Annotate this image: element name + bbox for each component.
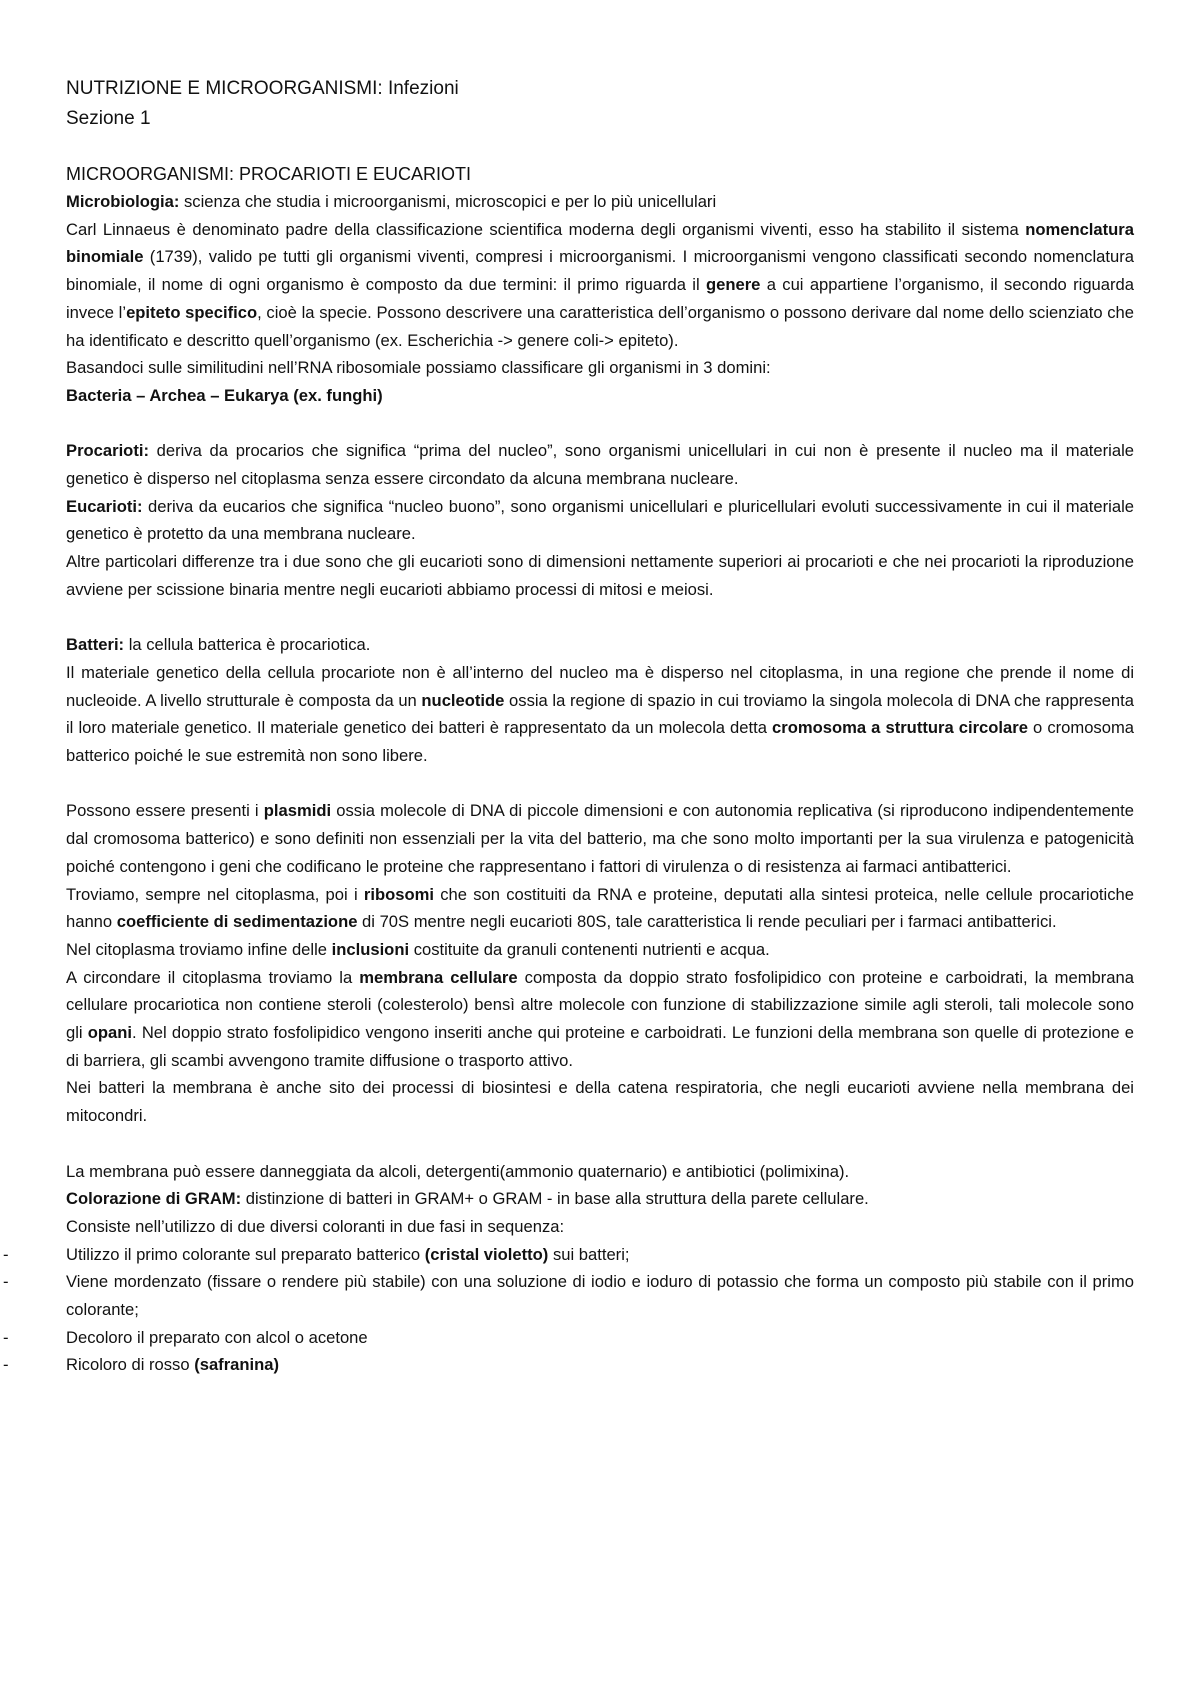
text-span: Decoloro il preparato con alcol o acetone	[66, 1327, 368, 1347]
text-span: A circondare il citoplasma troviamo la	[66, 967, 360, 987]
paragraph-biosintesi: Nei batteri la membrana è anche sito dei processi di biosintesi e della catena respiratoria, che negli eucarioti avviene nella membrana dei mitocondri.	[66, 1078, 1134, 1126]
text-span: Nel citoplasma troviamo infine delle	[66, 939, 332, 959]
text-span: Troviamo, sempre nel citoplasma, poi i	[66, 884, 364, 904]
bold-term: Colorazione di GRAM:	[66, 1189, 242, 1209]
text-span: deriva da procarios che significa “prima del nucleo”, sono organismi unicellulari in cui non è presente il nucleo ma il materiale genetico è disperso nel citoplasma senza essere circondato da alcuna membrana nucleare.	[66, 441, 1134, 489]
paragraph-materiale-genetico	[66, 659, 1134, 770]
bold-term: membrana cellulare	[359, 967, 518, 987]
spacer	[66, 1130, 1134, 1158]
bold-term: (safranina)	[194, 1355, 280, 1375]
text-span: Carl Linnaeus è denominato padre della classificazione scientifica moderna degli organismi viventi, esso ha stabilito il sistema	[66, 219, 1026, 239]
paragraph-batteri	[66, 631, 1134, 659]
text-span: la cellula batterica è procariotica.	[124, 635, 371, 655]
text-span: a cui appartiene l’organismo, il secondo riguarda invece l’	[66, 275, 1134, 322]
paragraph-domini-list	[66, 382, 1134, 410]
text-span: di 70S mentre negli eucarioti 80S, tale caratteristica li rende peculiari per i farmaci antibatterici.	[357, 912, 1057, 932]
text-span: distinzione di batteri in GRAM+ o GRAM - in base alla struttura della parete cellulare.	[241, 1189, 869, 1209]
list-item	[3, 1351, 1134, 1379]
section-label: Sezione 1	[66, 108, 151, 129]
spacer	[66, 410, 1134, 438]
spacer	[66, 604, 1134, 632]
paragraph-danni-membrana: La membrana può essere danneggiata da alcoli, detergenti(ammonio quaternario) e antibiotici (polimixina).	[66, 1161, 850, 1181]
text-span: sui batteri;	[548, 1244, 630, 1264]
text-span: composta da doppio strato fosfolipidico con proteine e carboidrati, la membrana cellulare procariotica non contiene steroli (colesterolo) bensì altre molecole con funzione di stabilizzazione simile agli steroli, tali molecole sono gli	[66, 967, 1134, 1043]
dash-bullet: -	[3, 1272, 9, 1292]
text-span: deriva da eucarios che significa “nucleo buono”, sono organismi unicellulari e pluricellulari evoluti successivamente in cui il materiale genetico è protetto da una membrana nucleare.	[66, 496, 1134, 544]
text-span: (1739), valido pe tutti gli organismi viventi, compresi i microorganismi. I microorganismi vengono classificati secondo nomenclatura binomiale, il nome di ogni organismo è composto da due termini: il primo riguarda il	[66, 247, 1134, 295]
title-bold: NUTRIZIONE E MICROORGANISMI:	[66, 78, 383, 99]
paragraph-procarioti	[66, 437, 1134, 492]
text-span: Possono essere presenti i	[66, 801, 264, 821]
bold-term: Procarioti:	[66, 441, 149, 461]
paragraph-plasmidi	[66, 797, 1134, 880]
paragraph-inclusioni	[66, 936, 1134, 964]
bold-term: genere	[705, 275, 761, 295]
bold-term: nomenclatura binomiale	[66, 219, 1134, 267]
bold-term: Bacteria – Archea – Eukarya (ex. funghi)	[66, 385, 383, 405]
paragraph-microbiologia	[66, 188, 1134, 216]
document-title	[66, 74, 1134, 104]
bold-term: Batteri:	[66, 635, 125, 655]
bold-term: inclusioni	[331, 939, 410, 959]
paragraph-coloranti: Consiste nell’utilizzo di due diversi coloranti in due fasi in sequenza:	[66, 1216, 565, 1236]
bold-term: (cristal violetto)	[424, 1244, 549, 1264]
bold-term: Eucarioti:	[66, 496, 143, 516]
text-span: Ricoloro di rosso	[66, 1355, 195, 1375]
paragraph-ribosomi	[66, 881, 1134, 936]
text-span: che son costituiti da RNA e proteine, deputati alla sintesi proteica, nelle cellule procariotiche hanno	[66, 884, 1134, 932]
dash-bullet: -	[3, 1327, 9, 1347]
paragraph-domini: Basandoci sulle similitudini nell’RNA ribosomiale possiamo classificare gli organismi in 3 domini:	[66, 358, 771, 378]
bold-term: plasmidi	[263, 801, 332, 821]
bold-term: coefficiente di sedimentazione	[116, 912, 358, 932]
bold-term: nucleotide	[421, 690, 505, 710]
text-span: ossia molecole di DNA di piccole dimensioni e con autonomia replicativa (si riproducono indipendentemente dal cromosoma batterico) e sono definiti non essenziali per la vita del batterio, ma che sono molto importanti per la sua virulenza e patogenicità poiché contengono i geni che codificano le proteine che rappresentano i fattori di virulenza o di resistenza ai farmaci antibatterici.	[66, 801, 1134, 876]
dash-bullet: -	[3, 1244, 9, 1264]
title-rest: Infezioni	[382, 78, 459, 99]
bold-term: opani	[87, 1023, 133, 1043]
text-span: costituite da granuli contenenti nutrienti e acqua.	[409, 939, 770, 959]
gram-steps-list	[3, 1241, 1134, 1380]
paragraph-linnaeus	[66, 216, 1134, 355]
paragraph-gram	[66, 1185, 1134, 1213]
bold-term: epiteto specifico	[126, 302, 258, 322]
spacer	[66, 770, 1134, 798]
list-item	[3, 1268, 1134, 1323]
term-microbiologia: Microbiologia:	[66, 192, 180, 211]
bold-term: ribosomi	[363, 884, 434, 904]
paragraph-differenze: Altre particolari differenze tra i due sono che gli eucarioti sono di dimensioni nettamente superiori ai procarioti e che nei procarioti la riproduzione avviene per scissione binaria mentre negli eucarioti abbiamo processi di mitosi e meiosi.	[66, 552, 1134, 599]
dash-bullet: -	[3, 1355, 9, 1375]
list-item	[3, 1324, 1134, 1352]
text-span: o cromosoma batterico poiché le sue estremità non sono libere.	[66, 718, 1134, 766]
text-span: Il materiale genetico della cellula procariote non è all’interno del nucleo ma è disperso nel citoplasma, in una regione che prende il nome di nucleoide. A livello strutturale è composta da un	[66, 662, 1134, 710]
paragraph-eucarioti	[66, 493, 1134, 548]
section-heading: MICROORGANISMI: PROCARIOTI E EUCARIOTI	[66, 164, 472, 184]
bold-term: cromosoma a struttura circolare	[772, 718, 1028, 738]
list-item	[3, 1241, 1134, 1269]
text-span: Utilizzo il primo colorante sul preparato batterico	[66, 1244, 425, 1264]
text-span: . Nel doppio strato fosfolipidico vengono inseriti anche qui proteine e carboidrati. Le funzioni della membrana son quelle di protezione e di barriera, gli scambi avvengono tramite diffusione o trasporto attivo.	[66, 1023, 1134, 1070]
text-span: ossia la regione di spazio in cui troviamo la singola molecola di DNA che rappresenta il loro materiale genetico. Il materiale genetico dei batteri è rappresentato da un molecola detta	[66, 690, 1134, 738]
text-span: scienza che studia i microorganismi, microscopici e per lo più unicellulari	[179, 192, 717, 211]
paragraph-membrana	[66, 964, 1134, 1075]
text-span: , cioè la specie. Possono descrivere una caratteristica dell’organismo o possono derivare dal nome dello scienziato che ha identificato e descritto quell’organismo (ex. Escherichia -> genere coli-> epiteto).	[66, 302, 1135, 350]
text-span: Viene mordenzato (fissare o rendere più stabile) con una soluzione di iodio e ioduro di potassio che forma un composto più stabile con il primo colorante;	[66, 1272, 1134, 1320]
